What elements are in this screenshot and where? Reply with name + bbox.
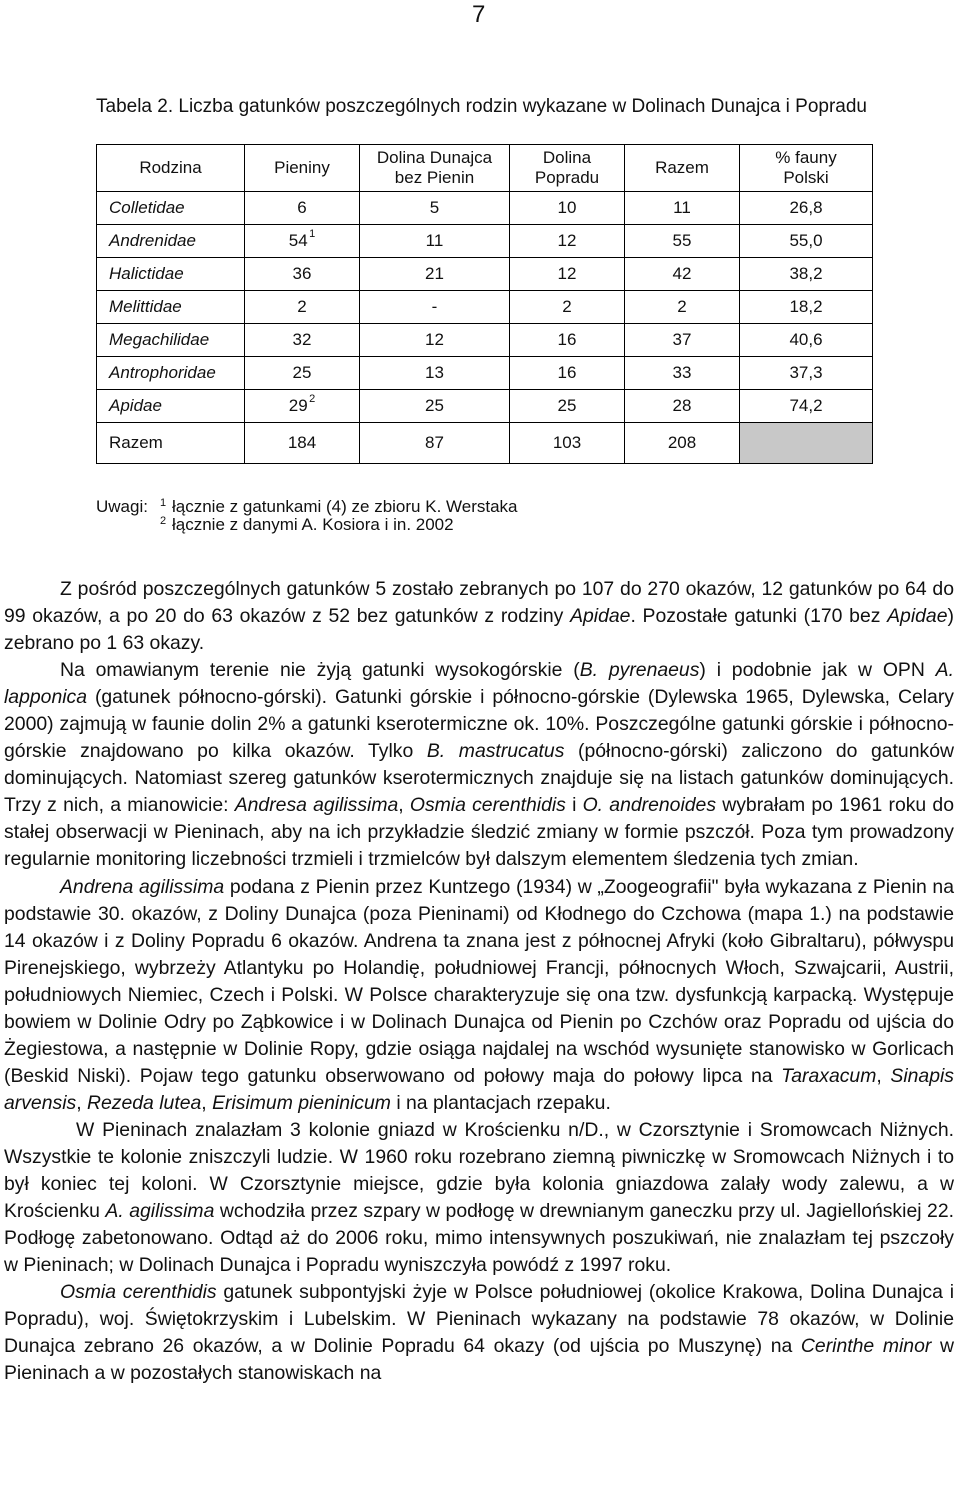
percent-cell: 55,0	[740, 225, 873, 258]
percent-cell: 18,2	[740, 291, 873, 324]
family-name-cell: Antrophoridae	[97, 357, 245, 390]
table-row	[97, 225, 873, 258]
species-count-table	[96, 144, 873, 464]
razem-cell: 37	[625, 324, 740, 357]
body-text	[4, 576, 954, 1387]
table-row	[97, 390, 873, 423]
family-name-cell: Halictidae	[97, 258, 245, 291]
paragraph-andrena-agilissima: Andrena agilissima podana z Pienin przez Kuntzego (1934) w „Zoogeografii" była wykazana z Pienin na podstawie 30. okazów, z Doliny Dunajca (poza Pieninami) od Kłodnego do Czchowa (mapa 1.) na podstawie 14 okazów i z Doliny Popradu 6 okazów. Andrena ta znana jest z północnej Afryki (koło Gibraltaru), półwyspu Pirenejskiego, wybrzeży Atlantyku po Holandię, południowej Francji, północnych Włoch, Szwajcarii, Austrii, południowych Niemiec, Czech i Polski. W Polsce charakteryzuje się ona tzw. dysfunkcją karpacką. Występuje bowiem w Dolinie Odry po Ząbkowice i w Dolinach Dunajca od Pienin po Czchów oraz Popradu od ujścia do Żegiestowa, a następnie w Dolinie Ropy, gdzie osiąga najdalej na wschód wysunięte stanowisko w Gorlicach (Beskid Niski). Pojaw tego gatunku obserwowano od połowy maja do połowy lipca na Taraxacum, Sinapis arvensis, Rezeda lutea, Erisimum pieninicum i na plantacjach rzepaku.	[4, 875, 955, 1114]
dunajec-cell: 13	[360, 357, 510, 390]
poprad-cell: 12	[510, 258, 625, 291]
family-name-cell: Melittidae	[97, 291, 245, 324]
percent-cell: 74,2	[740, 390, 873, 423]
table-header-row	[97, 145, 873, 192]
header-cell: Rodzina	[97, 145, 245, 192]
dunajec-total-cell: 87	[360, 423, 510, 464]
note-text: łącznie z gatunkami (4) ze zbioru K. Werstaka	[172, 497, 518, 516]
dunajec-cell: -	[360, 291, 510, 324]
table-notes	[96, 498, 518, 534]
empty-shaded-cell	[740, 423, 873, 464]
pieniny-cell: 32	[245, 324, 360, 357]
header-cell: Dolina Dunajca bez Pienin	[360, 145, 510, 192]
poprad-cell: 25	[510, 390, 625, 423]
dunajec-cell: 12	[360, 324, 510, 357]
page-number: 7	[472, 1, 486, 28]
pieniny-total-cell: 184	[245, 423, 360, 464]
pieniny-cell: 2	[245, 291, 360, 324]
total-label-cell: Razem	[97, 423, 245, 464]
family-name-cell: Colletidae	[97, 192, 245, 225]
table-row	[97, 357, 873, 390]
poprad-cell: 10	[510, 192, 625, 225]
table-row	[97, 291, 873, 324]
table-row	[97, 192, 873, 225]
dunajec-cell: 11	[360, 225, 510, 258]
footnote-marker: 1	[309, 228, 316, 241]
razem-cell: 28	[625, 390, 740, 423]
table-caption: Tabela 2. Liczba gatunków poszczególnych rodzin wykazane w Dolinach Dunajca i Popradu	[96, 96, 868, 117]
header-cell: % fauny Polski	[740, 145, 873, 192]
note-text: łącznie z danymi A. Kosiora i in. 2002	[172, 515, 454, 534]
pieniny-cell: 29 $^2$	[245, 390, 360, 423]
family-name-cell: Apidae	[97, 390, 245, 423]
header-cell: Razem	[625, 145, 740, 192]
paragraph-osmia-cerenthidis: Osmia cerenthidis gatunek subpontyjski żyje w Polsce południowej (okolice Krakowa, Dolina Dunajca i Popradu), woj. Świętokrzyskim i Lubelskim. W Pieninach wykazany na podstawie 78 okazów, w Dolinie Dunajca zebrano 26 okazów, a w Dolinie Popradu 64 okazy (od ujścia po Muszynę) na Cerinthe minor w Pieninach a w pozostałych stanowiskach na	[4, 1281, 955, 1385]
razem-cell: 42	[625, 258, 740, 291]
poprad-cell: 12	[510, 225, 625, 258]
paragraph-nest-colonies: W Pieninach znalazłam 3 kolonie gniazd w Krościenku n/D., w Czorsztynie i Sromowcach Niżnych. Wszystkie te kolonie zniszczyli ludzie. W 1960 roku rozebrano ziemną piwniczkę w Sromowcach Niżnych i to był koniec tej koloni. W Czorsztynie miejsce, gdzie była kolonia gniazdowa zalały wody zalewu, a w Krościenku A. agilissima wchodziła przez szpary w podłogę w drewnianym ganeczku przy ul. Jagiellońskiej 22. Podłogę zabetonowano. Odtąd aż do 2006 roku, mimo intensywnych poszukiwań, nie znalazłam tej pszczoły w Pieninach; w Dolinach Dunajca i Popradu wyniszczyła powódź z 1997 roku.	[4, 1118, 954, 1277]
family-name-cell: Andrenidae	[97, 225, 245, 258]
razem-cell: 55	[625, 225, 740, 258]
pieniny-cell: 54 $^1$	[245, 225, 360, 258]
dunajec-cell: 5	[360, 192, 510, 225]
family-name-cell: Megachilidae	[97, 324, 245, 357]
header-cell: Dolina Popradu	[510, 145, 625, 192]
razem-cell: 2	[625, 291, 740, 324]
dunajec-cell: 25	[360, 390, 510, 423]
paragraph-species-counts: Z pośród poszczególnych gatunków 5 zostało zebranych po 107 do 270 okazów, 12 gatunków po 64 do 99 okazów, a po 20 do 63 okazów z 52 bez gatunków z rodziny Apidae. Pozostałe gatunki (170 bez Apidae) zebrano po 1 63 okazy.	[4, 578, 954, 655]
poprad-cell: 2	[510, 291, 625, 324]
poprad-total-cell: 103	[510, 423, 625, 464]
pieniny-cell: 25	[245, 357, 360, 390]
percent-cell: 38,2	[740, 258, 873, 291]
note-number: 2	[160, 515, 167, 527]
pieniny-cell: 6	[245, 192, 360, 225]
notes-label: Uwagi:	[96, 497, 148, 516]
poprad-cell: 16	[510, 324, 625, 357]
razem-cell: 33	[625, 357, 740, 390]
poprad-cell: 16	[510, 357, 625, 390]
pieniny-cell: 36	[245, 258, 360, 291]
table-total-row	[97, 423, 873, 464]
note-line	[96, 516, 518, 534]
dunajec-cell: 21	[360, 258, 510, 291]
razem-total-cell: 208	[625, 423, 740, 464]
paragraph-mountain-species: Na omawianym terenie nie żyją gatunki wysokogórskie (B. pyrenaeus) i podobnie jak w OPN A. lapponica (gatunek północno-górski). Gatunki górskie i północno-górskie (Dylewska 1965, Dylewska, Celary 2000) zajmują w faunie dolin 2% a gatunki kserotermiczne ok. 10%. Poszczególne gatunki górskie i północno-górskie znajdowano po kilka okazów. Tylko B. mastrucatus (północno-górski) zaliczono do gatunków dominujących. Natomiast szereg gatunków kserotermicznych znajduje się na listach gatunków dominujących. Trzy z nich, a mianowicie: Andresa agilissima, Osmia cerenthidis i O. andrenoides wybrałam po 1961 roku do stałej obserwacji w Pieninach, aby na ich przykładzie śledzić zmiany w formie pszczół. Poza tym prowadzony regularnie monitoring liczebności trzmieli i trzmielców był dalszym elementem śledzenia tych zmian.	[4, 659, 954, 871]
footnote-marker: 2	[309, 393, 316, 406]
table-row	[97, 258, 873, 291]
percent-cell: 26,8	[740, 192, 873, 225]
header-cell: Pieniny	[245, 145, 360, 192]
note-number: 1	[160, 497, 167, 509]
razem-cell: 11	[625, 192, 740, 225]
percent-cell: 37,3	[740, 357, 873, 390]
percent-cell: 40,6	[740, 324, 873, 357]
table-row	[97, 324, 873, 357]
